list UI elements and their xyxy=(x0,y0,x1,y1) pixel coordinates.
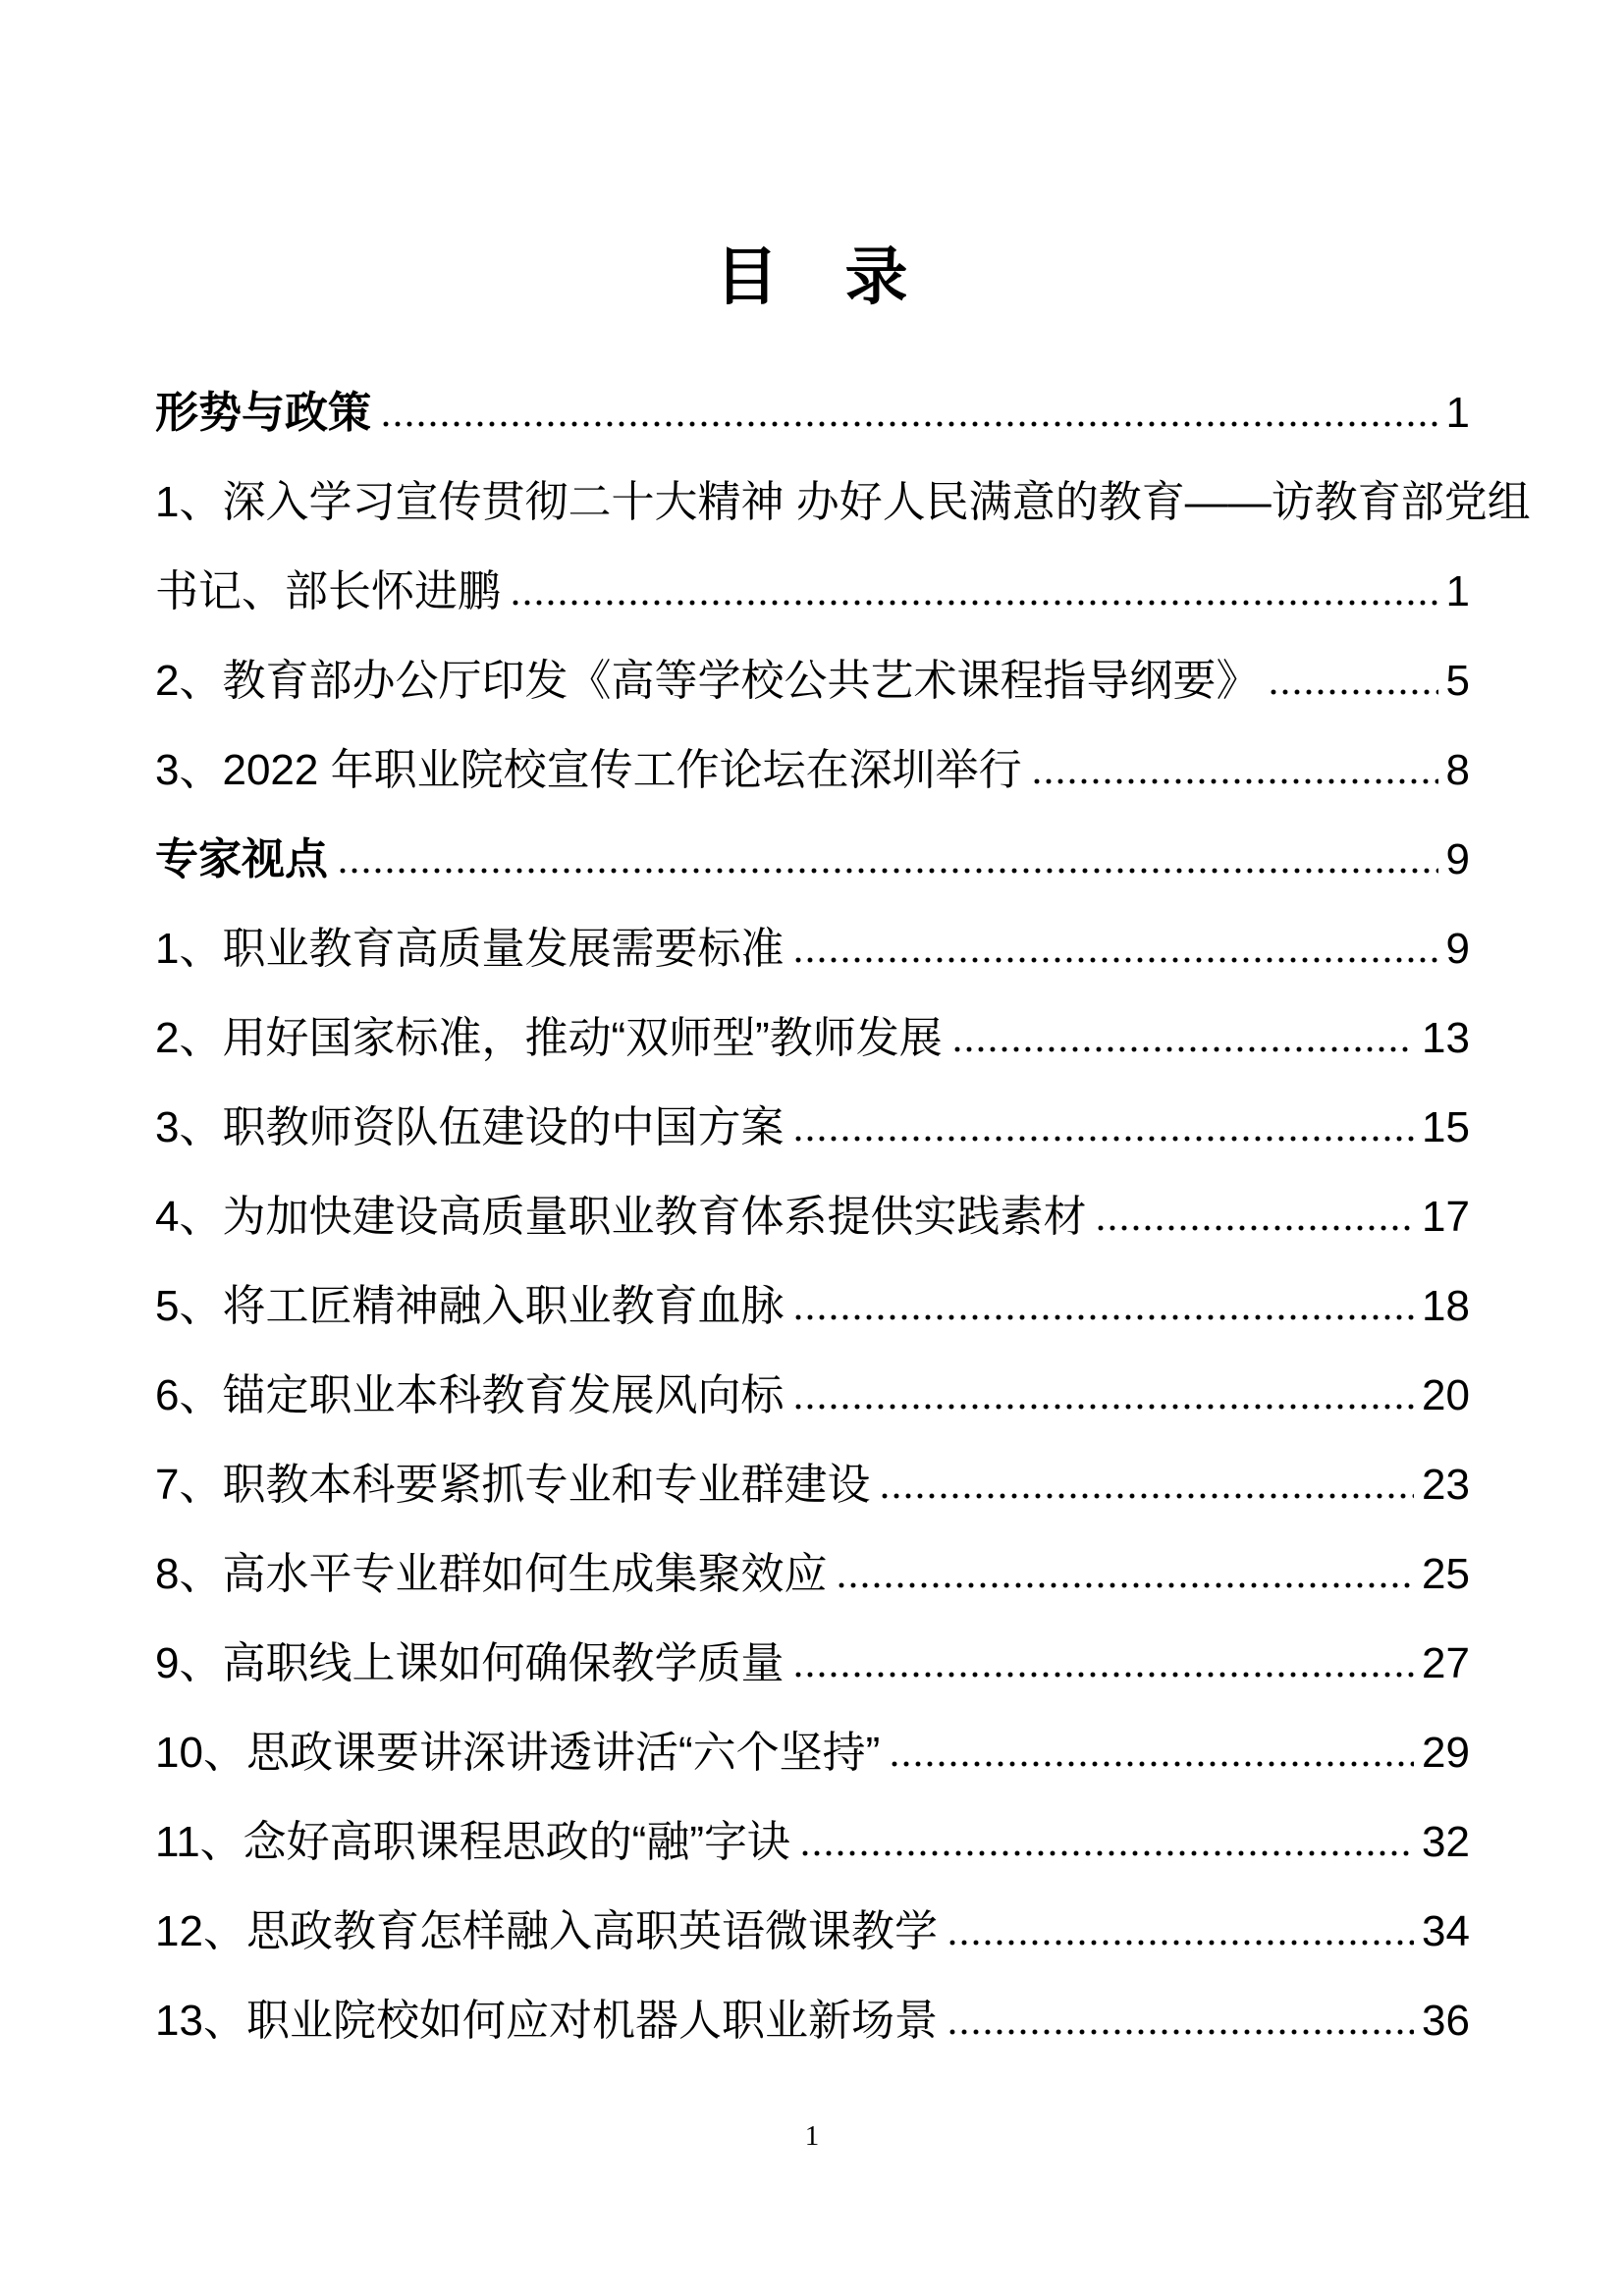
dot-leader xyxy=(795,1404,1414,1410)
toc-entry[interactable] xyxy=(155,1797,1470,1887)
toc-entry-text: 8、高水平专业群如何生成集聚效应 xyxy=(155,1550,828,1598)
toc-entry[interactable] xyxy=(155,368,1470,457)
toc-entry[interactable] xyxy=(155,993,1470,1083)
dot-leader xyxy=(949,1940,1414,1946)
toc-entry[interactable] xyxy=(155,1172,1470,1261)
toc-entry[interactable] xyxy=(155,457,1531,547)
toc-entry-page-number: 32 xyxy=(1422,1818,1470,1866)
dot-leader xyxy=(795,1314,1414,1320)
dot-leader xyxy=(1034,778,1438,784)
toc-entry-page-number: 36 xyxy=(1422,1997,1470,2045)
toc-entry-page-number: 17 xyxy=(1422,1193,1470,1241)
toc-entry-text: 书记、部长怀进鹏 xyxy=(155,567,501,615)
dot-leader xyxy=(892,1761,1414,1767)
toc-list xyxy=(155,368,1531,2065)
toc-entry-page-number: 1 xyxy=(1445,567,1470,615)
dot-leader xyxy=(839,1582,1414,1588)
dot-leader xyxy=(795,1136,1414,1142)
toc-entry[interactable] xyxy=(155,636,1470,725)
footer-page-number: 1 xyxy=(804,2120,820,2152)
toc-entry[interactable] xyxy=(155,1083,1470,1172)
toc-entry-text: 形势与政策 xyxy=(155,389,371,437)
toc-entry-text: 2、教育部办公厅印发《高等学校公共艺术课程指导纲要》 xyxy=(155,657,1260,705)
toc-entry[interactable] xyxy=(155,547,1470,636)
toc-entry[interactable] xyxy=(155,725,1470,815)
toc-entry-page-number: 9 xyxy=(1445,835,1470,883)
dot-leader xyxy=(882,1493,1414,1499)
toc-entry-page-number: 25 xyxy=(1422,1550,1470,1598)
dot-leader xyxy=(795,957,1437,963)
toc-entry-page-number: 20 xyxy=(1422,1371,1470,1419)
toc-entry-page-number: 13 xyxy=(1422,1014,1470,1062)
toc-entry[interactable] xyxy=(155,1529,1470,1619)
toc-entry-page-number: 27 xyxy=(1422,1639,1470,1687)
dot-leader xyxy=(383,421,1438,427)
dot-leader xyxy=(513,600,1438,606)
toc-entry-text: 2、用好国家标准，推动“双师型”教师发展 xyxy=(155,1014,943,1062)
toc-entry[interactable] xyxy=(155,904,1470,993)
toc-entry[interactable] xyxy=(155,1708,1470,1797)
toc-entry-text: 4、为加快建设高质量职业教育体系提供实践素材 xyxy=(155,1193,1087,1241)
dot-leader xyxy=(802,1850,1414,1856)
dot-leader xyxy=(954,1046,1414,1052)
toc-entry-text: 3、职教师资队伍建设的中国方案 xyxy=(155,1103,785,1151)
toc-entry-page-number: 9 xyxy=(1445,925,1470,973)
toc-entry-page-number: 15 xyxy=(1422,1103,1470,1151)
toc-entry-text: 1、职业教育高质量发展需要标准 xyxy=(155,925,785,973)
toc-entry-page-number: 34 xyxy=(1422,1907,1470,1955)
page-content xyxy=(155,0,1531,2065)
toc-entry[interactable] xyxy=(155,1440,1470,1529)
toc-entry-text: 11、念好高职课程思政的“融”字诀 xyxy=(155,1818,790,1866)
toc-entry-page-number: 23 xyxy=(1422,1461,1470,1509)
toc-entry[interactable] xyxy=(155,1887,1470,1976)
toc-entry[interactable] xyxy=(155,815,1470,904)
dot-leader xyxy=(795,1672,1414,1678)
dot-leader xyxy=(1098,1225,1414,1231)
toc-entry-page-number: 5 xyxy=(1445,657,1470,705)
toc-entry-page-number: 18 xyxy=(1422,1282,1470,1330)
dot-leader xyxy=(949,2029,1414,2035)
toc-entry-text: 12、思政教育怎样融入高职英语微课教学 xyxy=(155,1907,938,1955)
toc-entry-text: 10、思政课要讲深讲透讲活“六个坚持” xyxy=(155,1729,881,1777)
toc-entry-page-number: 8 xyxy=(1445,746,1470,794)
toc-entry-text: 9、高职线上课如何确保教学质量 xyxy=(155,1639,785,1687)
toc-entry-page-number: 29 xyxy=(1422,1729,1470,1777)
toc-entry[interactable] xyxy=(155,1351,1470,1440)
toc-entry-text: 7、职教本科要紧抓专业和专业群建设 xyxy=(155,1461,871,1509)
toc-entry-text: 6、锚定职业本科教育发展风向标 xyxy=(155,1371,785,1419)
toc-entry-text: 13、职业院校如何应对机器人职业新场景 xyxy=(155,1997,938,2045)
toc-entry[interactable] xyxy=(155,1976,1470,2065)
dot-leader xyxy=(340,868,1438,874)
toc-entry[interactable] xyxy=(155,1619,1470,1708)
toc-entry-page-number: 1 xyxy=(1445,389,1470,437)
toc-entry[interactable] xyxy=(155,1261,1470,1351)
toc-entry-text: 5、将工匠精神融入职业教育血脉 xyxy=(155,1282,785,1330)
toc-entry-text: 3、2022 年职业院校宣传工作论坛在深圳举行 xyxy=(155,746,1022,794)
toc-entry-text: 1、深入学习宣传贯彻二十大精神 办好人民满意的教育——访教育部党组 xyxy=(155,478,1531,526)
dot-leader xyxy=(1271,689,1437,695)
toc-entry-text: 专家视点 xyxy=(155,835,328,883)
page-title: 目 录 xyxy=(715,241,910,312)
